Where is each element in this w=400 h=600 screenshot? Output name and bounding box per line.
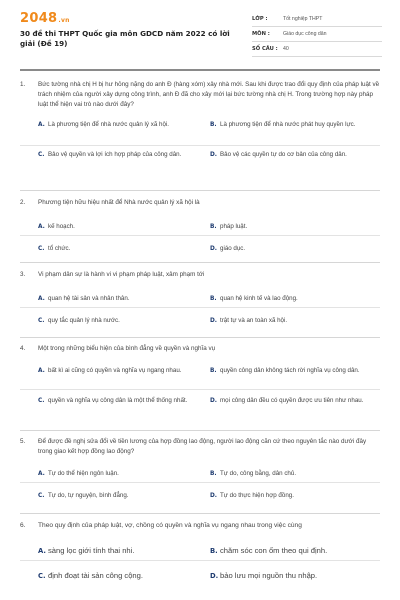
option-b[interactable]: [210, 366, 380, 376]
question-text: [20, 521, 380, 531]
option-text: quyền và nghĩa vụ công dân là một thể thống nhất.: [48, 397, 188, 404]
option-letter: C.: [38, 245, 45, 252]
option-letter: D.: [210, 151, 218, 158]
meta-label-subject: MÔN :: [252, 31, 270, 37]
meta-label-class: LỚP :: [252, 16, 268, 22]
option-letter: C.: [38, 317, 45, 324]
question-number: 3.: [20, 271, 26, 278]
question-stem: Một trong những biểu hiện của bình đẳng về quyền và nghĩa vụ: [38, 345, 216, 352]
option-letter: D.: [210, 571, 219, 580]
option-d[interactable]: [210, 244, 380, 254]
option-c[interactable]: [38, 244, 208, 254]
answer-options: [20, 284, 380, 328]
meta-value-class: Tốt nghiệp THPT: [283, 16, 323, 22]
option-divider: [20, 145, 380, 146]
question-text: [20, 344, 380, 354]
option-d[interactable]: [210, 316, 380, 326]
meta-value-question-count: 40: [283, 46, 289, 52]
option-a[interactable]: [38, 366, 208, 376]
option-b[interactable]: [210, 469, 380, 479]
document-meta: [252, 12, 382, 57]
option-letter: A.: [38, 367, 45, 374]
option-c[interactable]: [38, 396, 208, 406]
option-a[interactable]: [38, 120, 208, 130]
site-logo[interactable]: 2048.vn: [20, 11, 70, 26]
option-text: Tự do thể hiện ngôn luận.: [48, 470, 119, 477]
option-text: trật tự và an toàn xã hội.: [220, 317, 288, 324]
option-letter: B.: [210, 295, 217, 302]
option-c[interactable]: [38, 571, 208, 581]
question-divider: [20, 430, 380, 431]
option-a[interactable]: [38, 222, 208, 232]
option-letter: C.: [38, 571, 46, 580]
question-number: 6.: [20, 522, 26, 529]
option-text: mọi công dân đều có quyền được ưu tiên như nhau.: [220, 397, 364, 404]
question-3: [20, 270, 380, 328]
question-divider: [20, 513, 380, 514]
meta-row-class: [252, 12, 382, 27]
option-letter: A.: [38, 121, 45, 128]
option-d[interactable]: [210, 396, 380, 406]
option-b[interactable]: [210, 294, 380, 304]
option-b[interactable]: [210, 120, 380, 130]
header-divider: [20, 69, 380, 71]
answer-options: [20, 358, 380, 422]
option-letter: B.: [210, 546, 218, 555]
option-a[interactable]: [38, 294, 208, 304]
option-divider: [20, 235, 380, 236]
option-text: Tự do thực hiện hợp đồng.: [220, 492, 294, 499]
page-header: [0, 0, 400, 66]
question-text: [20, 80, 380, 110]
option-letter: B.: [210, 470, 217, 477]
question-number: 4.: [20, 345, 26, 352]
question-6: [20, 521, 380, 593]
option-letter: D.: [210, 245, 218, 252]
option-a[interactable]: [38, 546, 208, 556]
question-stem: Vi phạm dân sự là hành vi vi phạm pháp luật, xâm phạm tới: [38, 271, 205, 278]
option-c[interactable]: [38, 491, 208, 501]
option-letter: B.: [210, 223, 217, 230]
question-4: [20, 344, 380, 422]
question-number: 2.: [20, 199, 26, 206]
option-a[interactable]: [38, 469, 208, 479]
option-text: Là phương tiện để nhà nước quản lý xã hội.: [48, 121, 169, 128]
option-divider: [20, 389, 380, 390]
question-number: 1.: [20, 81, 26, 88]
option-text: kế hoạch.: [48, 223, 75, 230]
option-letter: B.: [210, 367, 217, 374]
option-d[interactable]: [210, 571, 380, 581]
option-b[interactable]: [210, 546, 380, 556]
answer-options: [20, 535, 380, 593]
option-letter: B.: [210, 121, 217, 128]
option-text: quan hệ tài sản và nhân thân.: [48, 295, 130, 302]
option-letter: D.: [210, 397, 218, 404]
answer-options: [20, 114, 380, 178]
option-text: quyền công dân không tách rời nghĩa vụ công dân.: [220, 367, 360, 374]
option-text: Bảo vệ quyền và lợi ích hợp pháp của công dân.: [48, 151, 182, 158]
option-d[interactable]: [210, 491, 380, 501]
question-text: [20, 270, 380, 280]
option-divider: [20, 482, 380, 483]
option-text: Tự do, công bằng, dân chủ.: [220, 470, 297, 477]
question-text: [20, 198, 380, 208]
option-text: giáo dục.: [220, 245, 246, 252]
option-text: quan hệ kinh tế và lao động.: [220, 295, 298, 302]
option-text: Là phương tiện để nhà nước phát huy quyền lực.: [220, 121, 356, 128]
option-letter: D.: [210, 317, 218, 324]
meta-label-question-count: SỐ CÂU :: [252, 46, 278, 52]
option-letter: D.: [210, 492, 218, 499]
option-letter: A.: [38, 223, 45, 230]
question-5: [20, 437, 380, 505]
option-b[interactable]: [210, 222, 380, 232]
option-letter: A.: [38, 470, 45, 477]
option-letter: C.: [38, 492, 45, 499]
question-stem: Theo quy định của pháp luật, vợ, chồng có quyền và nghĩa vụ ngang nhau trong việc cùng: [38, 522, 302, 529]
question-divider: [20, 337, 380, 338]
option-text: định đoạt tài sản công cộng.: [48, 571, 143, 580]
question-2: [20, 198, 380, 256]
option-letter: A.: [38, 546, 46, 555]
option-c[interactable]: [38, 150, 208, 160]
question-number: 5.: [20, 438, 26, 445]
option-letter: C.: [38, 151, 45, 158]
option-text: quy tắc quản lý nhà nước.: [48, 317, 120, 324]
option-c[interactable]: [38, 316, 208, 326]
question-stem: Bức tường nhà chị H bị hư hỏng nặng do anh Đ (hàng xóm) xây nhà mới. Sau khi được trao đổi quy định của pháp luật về trách nhiệm của người xây dựng công trình, anh Đ đã cho xây mới lại bức tường nhà chị H. Trong trường hợp này pháp luật thể hiện vai trò nào dưới đây?: [38, 81, 380, 108]
question-divider: [20, 262, 380, 263]
option-text: Bảo vệ các quyền tự do cơ bản của công dân.: [220, 151, 347, 158]
option-d[interactable]: [210, 150, 380, 160]
option-text: sàng lọc giới tính thai nhi.: [48, 546, 135, 555]
option-text: Tự do, tự nguyện, bình đẳng.: [48, 492, 129, 499]
answer-options: [20, 212, 380, 256]
option-text: pháp luật.: [220, 223, 248, 230]
option-text: chăm sóc con ốm theo qui định.: [220, 546, 328, 555]
question-stem: Để được đề nghị sửa đổi về tiền lương của hợp đồng lao động, người lao động căn cứ theo nguyên tắc nào dưới đây trong giao kết hợp đồng lao động?: [38, 438, 367, 455]
question-stem: Phương tiện hữu hiệu nhất để Nhà nước quản lý xã hội là: [38, 199, 200, 206]
answer-options: [20, 461, 380, 505]
option-text: bảo lưu mọi nguồn thu nhập.: [220, 571, 318, 580]
option-text: tổ chức.: [48, 245, 71, 252]
option-divider: [20, 560, 380, 561]
question-text: [20, 437, 380, 457]
meta-row-subject: [252, 27, 382, 42]
document-title: 30 đề thi THPT Quốc gia môn GDCD năm 2022 có lời giải (Đề 19): [20, 29, 230, 48]
option-letter: C.: [38, 397, 45, 404]
question-divider: [20, 190, 380, 191]
question-1: [20, 80, 380, 178]
meta-value-subject: Giáo dục công dân: [283, 31, 327, 37]
option-text: bất kì ai cũng có quyền và nghĩa vụ ngang nhau.: [48, 367, 182, 374]
option-letter: A.: [38, 295, 45, 302]
option-divider: [20, 307, 380, 308]
meta-row-question-count: [252, 42, 382, 57]
